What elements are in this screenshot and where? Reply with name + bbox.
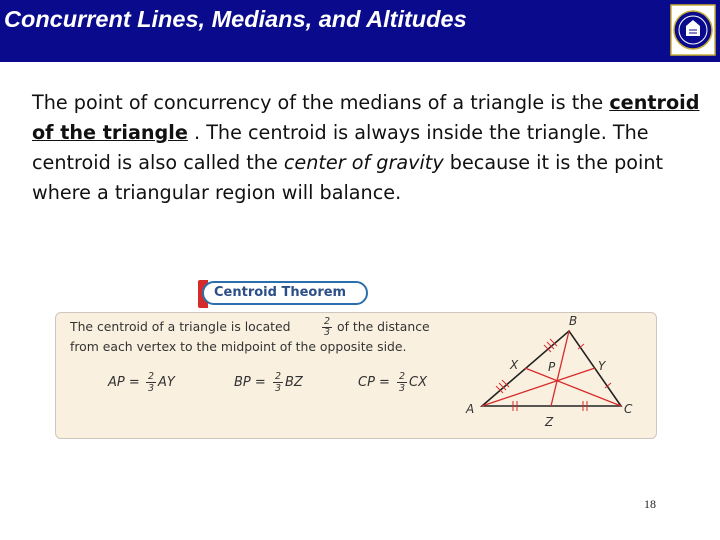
page-number: 18	[644, 497, 656, 511]
label-y: Y	[598, 359, 606, 373]
formula-cp-numerator: 2	[398, 371, 406, 382]
label-a: A	[466, 402, 475, 416]
label-b: B	[569, 314, 578, 328]
formula-ap: AP =	[108, 375, 140, 390]
university-seal-icon	[670, 4, 716, 56]
formula-bp-denominator: 3	[274, 383, 282, 394]
label-c: C	[624, 402, 633, 416]
slide-header	[0, 0, 720, 60]
formula-lhs: CP	[358, 375, 375, 390]
formula-lhs: BP	[234, 375, 251, 390]
theorem-statement-line1-end: of the distance	[337, 319, 430, 334]
text-segment: because it is the point where a triangular region will balance.	[32, 151, 664, 204]
formula-bp-numerator: 2	[274, 371, 282, 382]
formula-cp-denominator: 3	[398, 383, 406, 394]
text-segment: The point of concurrency of the medians of a triangle is the	[32, 91, 610, 114]
term-centroid: centroid of the triangle	[32, 91, 700, 144]
formula-ap-numerator: 2	[147, 371, 155, 382]
text-segment: . The centroid is always inside the triangle. The centroid is also called the	[32, 121, 649, 174]
formula-cp-rhs: CX	[409, 375, 427, 390]
formula-ap-denominator: 3	[147, 383, 155, 394]
label-x: X	[510, 358, 519, 372]
header-divider	[0, 60, 720, 62]
formula-bp: BP =	[234, 375, 266, 390]
label-p: P	[548, 360, 556, 374]
formula-cp: CP =	[358, 375, 390, 390]
term-center-of-gravity: center of gravity	[283, 151, 444, 174]
paragraph-centroid-definition	[32, 88, 702, 208]
theorem-statement-line1	[70, 319, 291, 334]
label-z: Z	[545, 415, 554, 429]
theorem-title: Centroid Theorem	[214, 285, 347, 300]
formula-ap-rhs: AY	[158, 375, 175, 390]
formula-lhs: AP	[108, 375, 125, 390]
slide-title: Concurrent Lines, Medians, and Altitudes	[4, 6, 467, 32]
fraction-denominator: 3	[323, 327, 331, 338]
formula-bp-rhs: BZ	[285, 375, 303, 390]
centroid-triangle-diagram	[460, 312, 655, 437]
fraction-numerator: 2	[323, 316, 331, 327]
theorem-statement-line2: from each vertex to the midpoint of the opposite side.	[70, 339, 407, 354]
theorem-text: The centroid of a triangle is located	[70, 319, 291, 334]
